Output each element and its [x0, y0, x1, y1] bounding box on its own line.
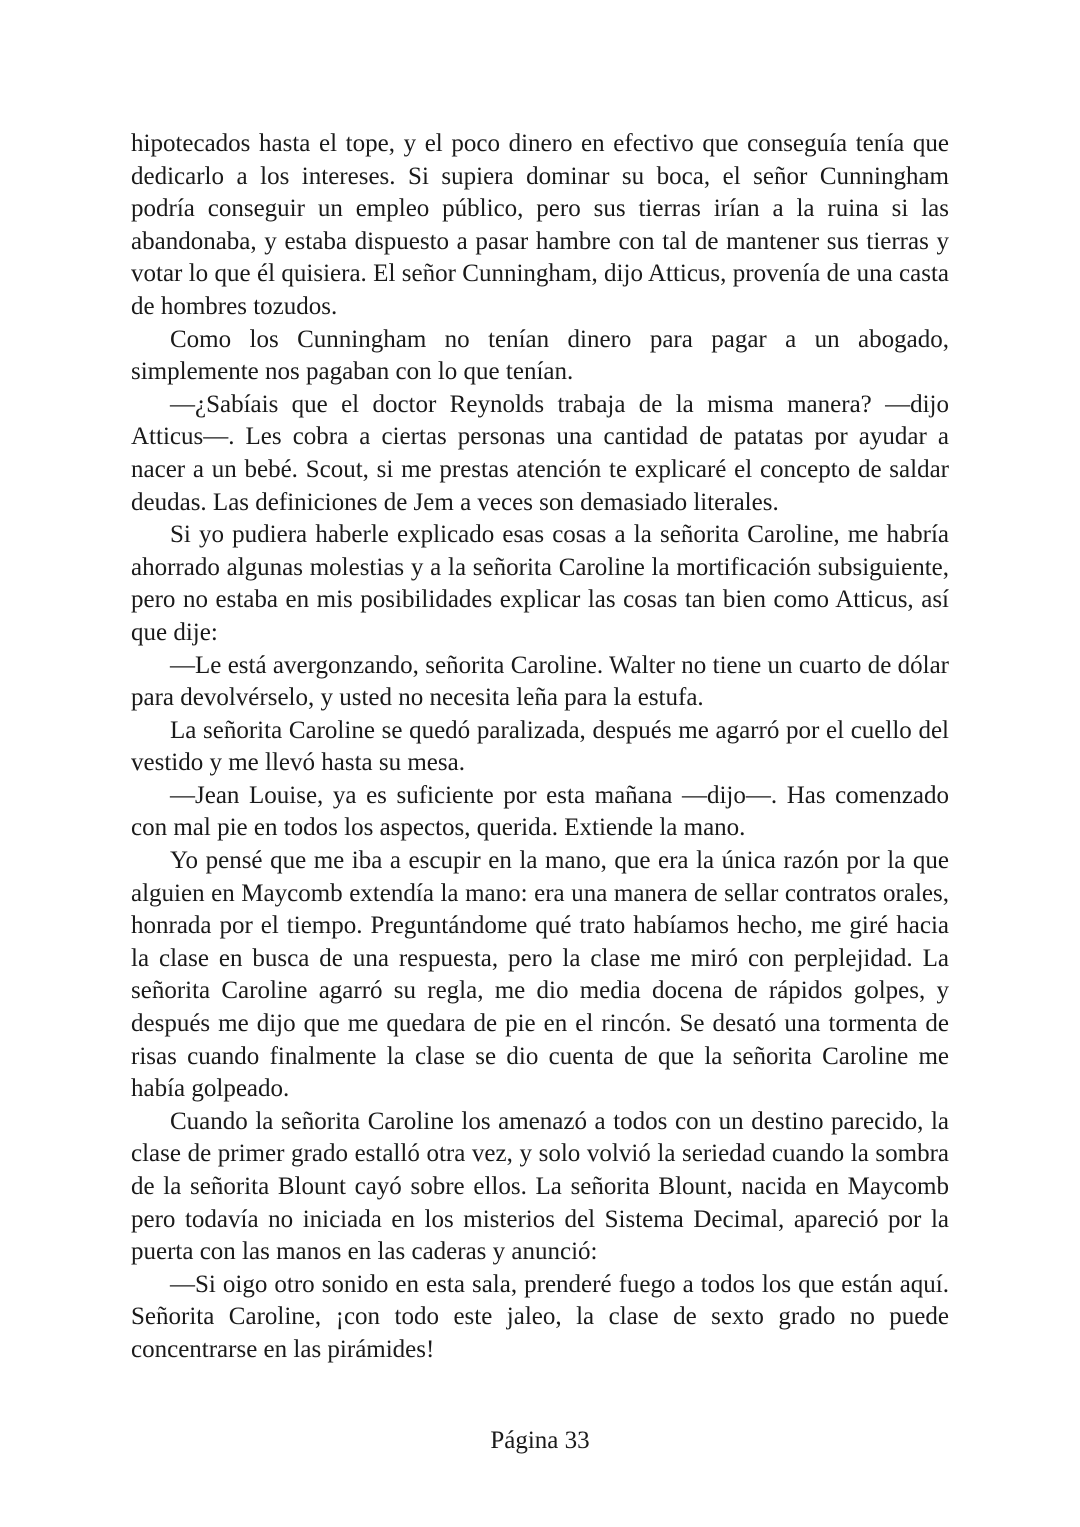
page-number: Página 33: [490, 1427, 590, 1454]
paragraph-8: Yo pensé que me iba a escupir en la mano, que era la única razón por la que alguien en Maycomb extendía la mano: era una manera de sellar contratos orales, honrada por el tiempo. Preguntándome qué trato habíamos hecho, me giré hacia la clase en busca de una respuesta, pero la clase me miró con perplejidad. La señorita Caroline agarró su regla, me dio media docena de rápidos golpes, y después me dijo que me quedara de pie en el rincón. Se desató una tormenta de risas cuando finalmente la clase se dio cuenta de que la señorita Caroline me había golpeado.: [131, 847, 949, 1103]
paragraph-4: Si yo pudiera haberle explicado esas cosas a la señorita Caroline, me habría ahorrado algunas molestias y a la señorita Caroline la mortificación subsiguiente, pero no estaba en mis posibilidades explicar las cosas tan bien como Atticus, así que dije:: [131, 521, 949, 646]
paragraph-9: Cuando la señorita Caroline los amenazó a todos con un destino parecido, la clase de primer grado estalló otra vez, y solo volvió la seriedad cuando la sombra de la señorita Blount cayó sobre ellos. La señorita Blount, nacida en Maycomb pero todavía no iniciada en los misterios del Sistema Decimal, apareció por la puerta con las manos en las caderas y anunció:: [131, 1107, 949, 1266]
paragraph-1: hipotecados hasta el tope, y el poco dinero en efectivo que conseguía tenía que dedicarlo a los intereses. Si supiera dominar su boca, el señor Cunningham podría conseguir un empleo público, pero sus tierras irían a la ruina si las abandonaba, y estaba dispuesto a pasar hambre con tal de mantener sus tierras y votar lo que él quisiera. El señor Cunningham, dijo Atticus, provenía de una casta de hombres tozudos.: [131, 130, 949, 320]
paragraph-10: —Si oigo otro sonido en esta sala, prenderé fuego a todos los que están aquí. Señorita Caroline, ¡con todo este jaleo, la clase de sexto grado no puede concentrarse en las pirámides!: [131, 1270, 949, 1363]
paragraph-5: —Le está avergonzando, señorita Caroline. Walter no tiene un cuarto de dólar para devolvérselo, y usted no necesita leña para la estufa.: [131, 651, 949, 712]
body-text: [131, 128, 949, 1367]
paragraph-6: La señorita Caroline se quedó paralizada, después me agarró por el cuello del vestido y me llevó hasta su mesa.: [131, 716, 949, 777]
paragraph-2: Como los Cunningham no tenían dinero para pagar a un abogado, simplemente nos pagaban con lo que tenían.: [131, 325, 949, 386]
paragraph-3: —¿Sabíais que el doctor Reynolds trabaja de la misma manera? —dijo Atticus—. Les cobra a ciertas personas una cantidad de patatas por ayudar a nacer a un bebé. Scout, si me prestas atención te explicaré el concepto de saldar deudas. Las definiciones de Jem a veces son demasiado literales.: [131, 390, 949, 516]
paragraph-7: —Jean Louise, ya es suficiente por esta mañana —dijo—. Has comenzado con mal pie en todos los aspectos, querida. Extiende la mano.: [131, 781, 949, 842]
